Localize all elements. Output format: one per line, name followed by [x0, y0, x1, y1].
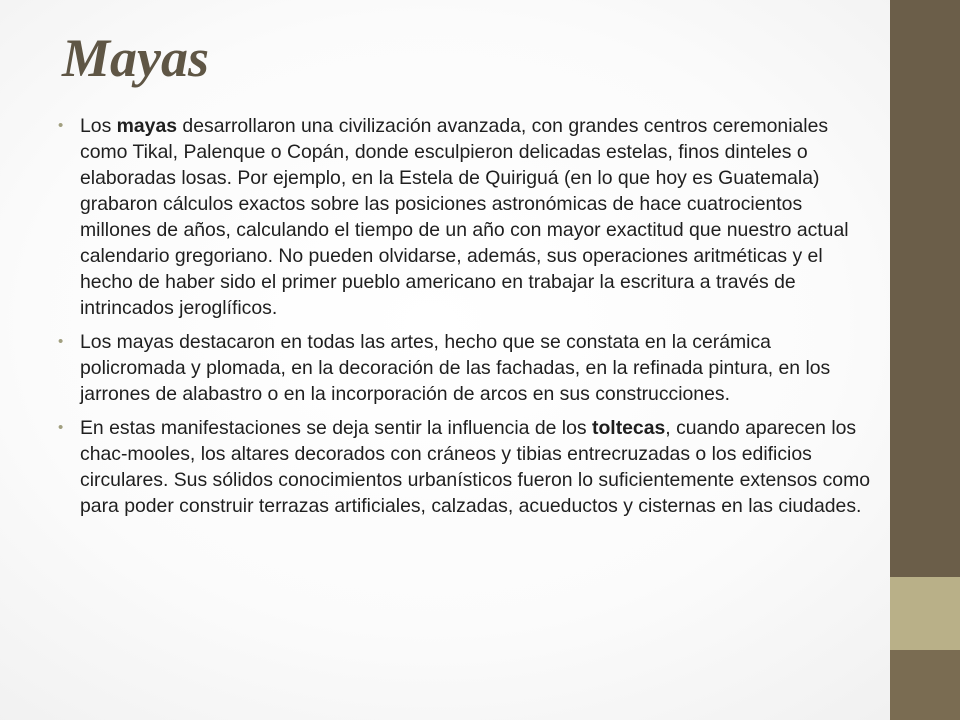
- side-bottom-block: [890, 650, 960, 720]
- bullet-dot-icon: •: [58, 117, 64, 134]
- bullet-1-keyword: mayas: [116, 115, 178, 137]
- bullet-item-3: [58, 415, 873, 519]
- bullet-3-keyword: toltecas: [592, 417, 666, 439]
- bullet-3-text-start: En estas manifestaciones se deja sentir la influencia de los: [80, 417, 592, 439]
- bullet-dot-icon: •: [58, 419, 64, 436]
- bullet-list: [58, 113, 873, 527]
- bullet-item-2: [58, 329, 873, 407]
- bullet-3-text-rest: , cuando aparecen los chac-mooles, los altares decorados con cráneos y tibias entrecruzadas o los edificios circulares. Sus sólidos conocimientos urbanísticos fueron lo suficientemente extensos como para poder construir terrazas artificiales, calzadas, acueductos y cisternas en las ciudades.: [80, 417, 871, 517]
- side-accent-block: [890, 577, 960, 650]
- bullet-1-text-start: Los: [80, 115, 117, 137]
- slide-title: Mayas: [62, 28, 209, 88]
- bullet-1-text-rest: desarrollaron una civilización avanzada, con grandes centros ceremoniales como Tikal, Palenque o Copán, donde esculpieron delicadas estelas, finos dinteles o elaboradas losas. Por ejemplo, en la Estela de Quiriguá (en lo que hoy es Guatemala) grabaron cálculos exactos sobre las posiciones astronómicas de hace cuatrocientos millones de años, calculando el tiempo de un año con mayor exactitud que nuestro actual calendario gregoriano. No pueden olvidarse, además, sus operaciones aritméticas y el hecho de haber sido el primer pueblo americano en trabajar la escritura a través de intrincados jeroglíficos.: [80, 115, 849, 319]
- bullet-2-text: Los mayas destacaron en todas las artes, hecho que se constata en la cerámica policromada y plomada, en la decoración de las fachadas, en la refinada pintura, en los jarrones de alabastro o en la incorporación de arcos en sus construcciones.: [80, 331, 831, 405]
- bullet-item-1: [58, 113, 873, 321]
- bullet-dot-icon: •: [58, 333, 64, 350]
